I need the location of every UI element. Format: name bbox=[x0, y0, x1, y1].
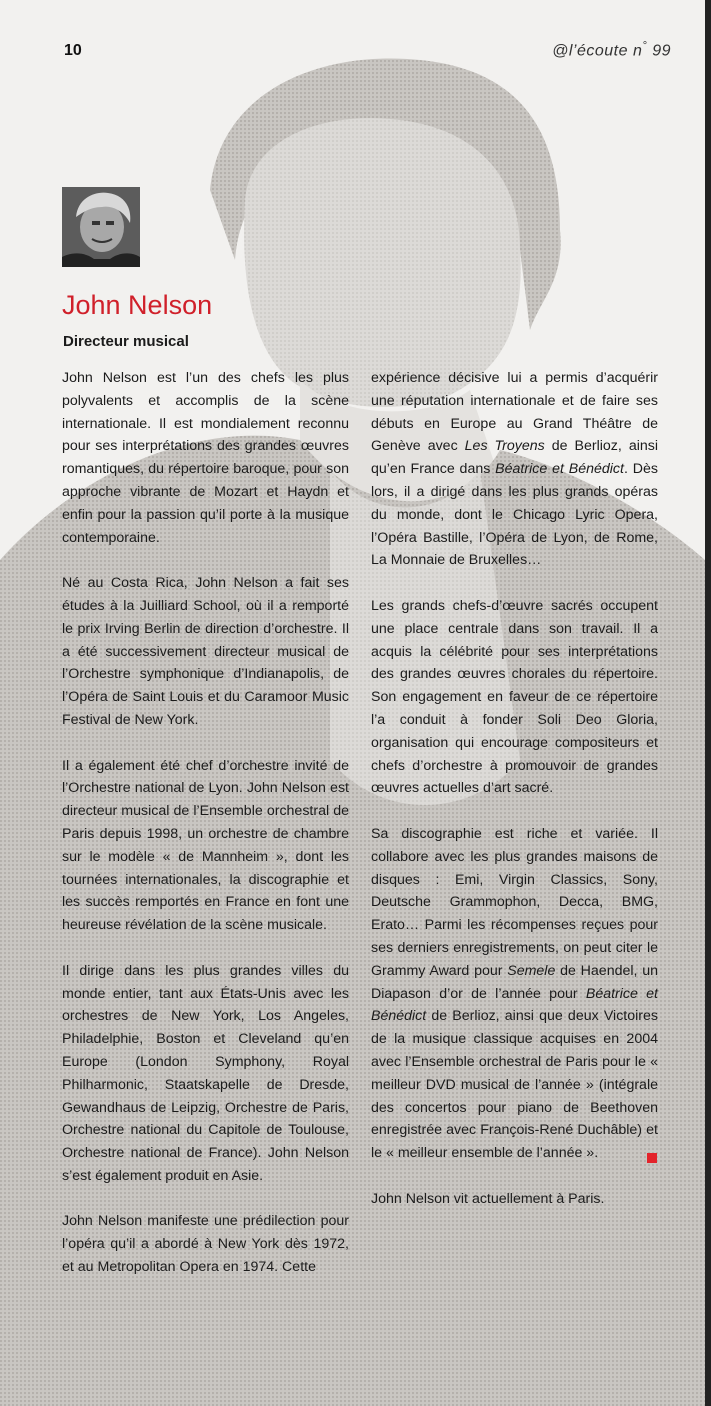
portrait-thumbnail bbox=[62, 187, 140, 267]
paragraph: Les grands chefs-d’œuvre sacrés occupent une place centrale dans son travail. Il a acquis la célébrité pour ses interprétations des grandes œuvres chorales du répertoire. Son engagement en faveur de ce répertoire l’a conduit à fonder Soli Deo Gloria, organisation qui encourage compositeurs et chefs d’orchestre à promouvoir de grandes œuvres actuelles d’art sacré. bbox=[371, 597, 658, 797]
issue-degree: ° bbox=[642, 40, 648, 52]
opera-title: Les Troyens bbox=[464, 438, 545, 455]
paragraph: John Nelson manifeste une prédilection pour l’opéra qu’il a abordé à New York dès 1972, et au Metropolitan Opera en 1974. Cette bbox=[62, 1213, 349, 1276]
paragraph: Né au Costa Rica, John Nelson a fait ses études à la Juilliard School, où il a remporté le prix Irving Berlin de direction d’orchestre. Il a été successivement directeur musical de l’Orchestre symphonique d’Indianapolis, de l’Opéra de Saint Louis et du Caramoor Music Festival de New York. bbox=[62, 575, 349, 728]
issue-label bbox=[552, 40, 671, 60]
opera-title: Béatrice et Bénédict bbox=[495, 461, 624, 478]
opera-title: Semele bbox=[507, 962, 556, 979]
paragraph: Il dirige dans les plus grandes villes du monde entier, tant aux États-Unis avec les orchestres de New York, Los Angeles, Philadelphie, Boston et Cleveland qu’en Europe (London Symphony, Royal Philharmonic, Staatskapelle de Dresde, Gewandhaus de Leipzig, Orchestre de Paris, Orchestre national du Capitole de Toulouse, Orchestre national de France). John Nelson s’est également produit en Asie. bbox=[62, 962, 349, 1184]
text-run: Sa discographie est riche et variée. Il collabore avec les plus grandes maisons de disques : Emi, Virgin Classics, Sony, Deutsche Grammophon, Decca, BMG, Erato… Parmi les récompenses reçues pour ses derniers enregistrements, on peut citer le Grammy Award pour bbox=[371, 825, 658, 979]
paragraph bbox=[371, 367, 658, 572]
page-edge bbox=[705, 0, 711, 1406]
text-run: de Berlioz, ainsi qu’en France dans bbox=[371, 438, 659, 478]
article-title: John Nelson bbox=[62, 290, 213, 320]
paragraph bbox=[371, 823, 658, 1165]
closing-paragraph: John Nelson vit actuellement à Paris. bbox=[371, 1190, 605, 1207]
opera-title: Béatrice et Bénédict bbox=[371, 985, 658, 1025]
paragraph: John Nelson est l’un des chefs les plus polyvalents et accomplis de la scène internationale. Il est mondialement reconnu pour ses interprétations des grandes œuvres romantiques, du répertoire baroque, pour son approche vibrante de Mozart et Haydn et enfin pour la passion qu’il porte à la musique contemporaine. bbox=[62, 370, 349, 546]
page-number: 10 bbox=[64, 42, 82, 59]
publication-name: @l’écoute bbox=[552, 42, 628, 60]
text-run: expérience décisive lui a permis d’acquérir une réputation internationale et de faire ses débuts en Europe au Grand Théâtre de Genève avec bbox=[371, 370, 658, 455]
issue-prefix: n bbox=[632, 42, 643, 60]
issue-number: 99 bbox=[652, 42, 671, 60]
right-column bbox=[371, 367, 658, 1233]
left-column bbox=[62, 367, 349, 1302]
text-run: de Haendel, un Diapason d’or de l’année pour bbox=[371, 962, 658, 1002]
paragraph: Il a également été chef d’orchestre invité de l’Orchestre national de Lyon. John Nelson est directeur musical de l’Ensemble orchestral de Paris depuis 1998, un orchestre de chambre sur le modèle « de Mannheim », dont les tournées internationales, la discographie et les succès remportés en France en font une heureuse révélation de la scène musicale. bbox=[62, 757, 349, 934]
text-run: de Berlioz, ainsi que deux Victoires de la musique classique acquises en 2004 avec l’Ensemble orchestral de Paris pour le « meilleur DVD musical de l’année » (intégrale des concertos pour piano de Beethoven enregistrée avec François-René Duchâble) et le « meilleur ensemble de l’année ». bbox=[371, 1008, 658, 1162]
article-subtitle: Directeur musical bbox=[63, 333, 189, 350]
text-run: . Dès lors, il a dirigé dans les plus grands opéras du monde, dont le Chicago Lyric Opera, l’Opéra Bastille, l’Opéra de Lyon, de Rome, La Monnaie de Bruxelles… bbox=[371, 461, 658, 569]
end-of-article-square-icon bbox=[647, 1153, 657, 1163]
